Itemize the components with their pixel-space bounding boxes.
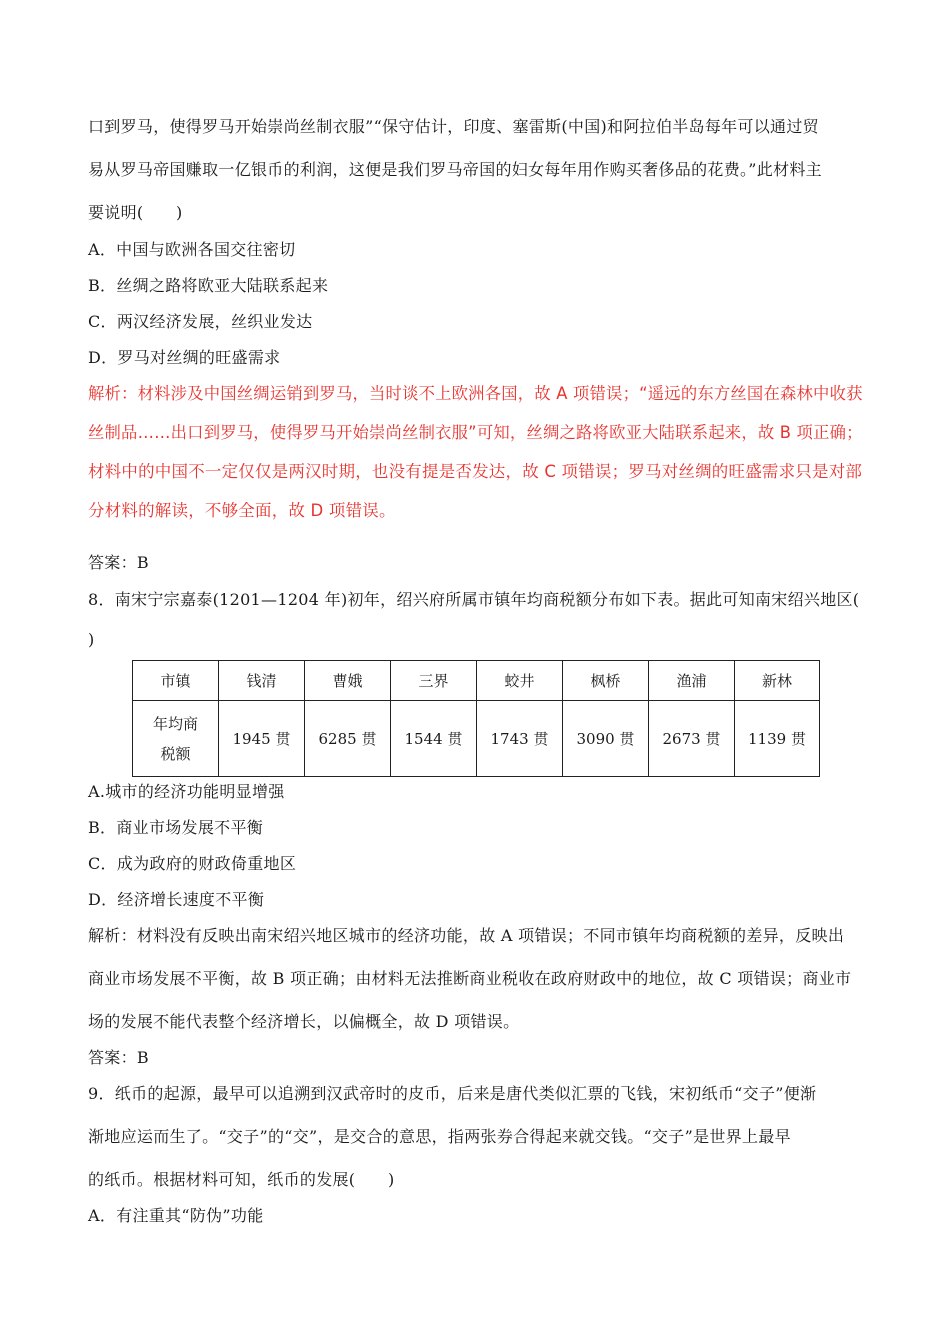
table-header-cell: 新林: [735, 661, 820, 701]
table-header-cell: 市镇: [133, 661, 219, 701]
row-label-line-2: 税额: [160, 744, 191, 763]
q7-option-a: A．中国与欧洲各国交往密切: [88, 240, 296, 259]
table-header-cell: 蛟井: [477, 661, 563, 701]
q7-analysis-line-2: 丝制品……出口到罗马，使得罗马开始崇尚丝制衣服”可知，丝绸之路将欧亚大陆联系起来，故 B 项正确；: [88, 423, 863, 442]
table-header-cell: 渔浦: [649, 661, 735, 701]
q8-analysis-line-2: 商业市场发展不平衡，故 B 项正确；由材料无法推断商业税收在政府财政中的地位，故 C 项错误；商业市: [88, 969, 852, 988]
table-header-cell: 钱清: [219, 661, 305, 701]
q8-answer: 答案：B: [88, 1048, 149, 1067]
q7-analysis-line-1: 解析：材料涉及中国丝绸运销到罗马，当时谈不上欧洲各国，故 A 项错误；“遥远的东方丝国在森林中收获: [88, 384, 863, 403]
q7-analysis-line-4: 分材料的解读，不够全面，故 D 项错误。: [88, 501, 396, 520]
q8-analysis-line-1: 解析：材料没有反映出南宋绍兴地区城市的经济功能，故 A 项错误；不同市镇年均商税额的差异，反映出: [88, 926, 845, 945]
table-header-row: [133, 661, 820, 701]
q9-option-a: A．有注重其“防伪”功能: [88, 1206, 264, 1225]
q9-stem-line-1: 9．纸币的起源，最早可以追溯到汉武帝时的皮币，后来是唐代类似汇票的飞钱，宋初纸币“交子”便渐: [88, 1084, 817, 1103]
table-cell: 1544 贯: [391, 701, 477, 777]
q8-stem-line-2: ): [88, 630, 95, 649]
q7-stem-line-1: 口到罗马，使得罗马开始崇尚丝制衣服”“保守估计，印度、塞雷斯(中国)和阿拉伯半岛每年可以通过贸: [88, 117, 819, 136]
q8-analysis-line-3: 场的发展不能代表整个经济增长，以偏概全，故 D 项错误。: [88, 1012, 520, 1031]
table-header-cell: 曹娥: [305, 661, 391, 701]
table-header-cell: 枫桥: [563, 661, 649, 701]
table-header-cell: 三界: [391, 661, 477, 701]
q8-option-c: C．成为政府的财政倚重地区: [88, 854, 297, 873]
q7-option-b: B．丝绸之路将欧亚大陆联系起来: [88, 276, 329, 295]
tax-table: [132, 660, 820, 777]
q9-stem-line-3: 的纸币。根据材料可知，纸币的发展( ): [88, 1170, 395, 1189]
table-cell: 6285 贯: [305, 701, 391, 777]
q8-option-a: A.城市的经济功能明显增强: [88, 782, 285, 801]
q7-option-c: C．两汉经济发展，丝织业发达: [88, 312, 313, 331]
table-cell: 1743 贯: [477, 701, 563, 777]
q8-stem-line-1: 8．南宋宁宗嘉泰(1201—1204 年)初年，绍兴府所属市镇年均商税额分布如下表。据此可知南宋绍兴地区(: [88, 590, 860, 609]
row-label-line-1: 年均商: [152, 714, 198, 733]
q7-answer: 答案：B: [88, 553, 149, 572]
table-cell: 1945 贯: [219, 701, 305, 777]
table-row-label: [133, 701, 219, 777]
q7-option-d: D．罗马对丝绸的旺盛需求: [88, 348, 281, 367]
table-cell: 2673 贯: [649, 701, 735, 777]
q8-option-d: D．经济增长速度不平衡: [88, 890, 265, 909]
table-row: [133, 701, 820, 777]
q7-stem-line-2: 易从罗马帝国赚取一亿银币的利润，这便是我们罗马帝国的妇女每年用作购买奢侈品的花费。”此材料主: [88, 160, 822, 179]
q7-analysis-line-3: 材料中的中国不一定仅仅是两汉时期，也没有提是否发达，故 C 项错误；罗马对丝绸的旺盛需求只是对部: [88, 462, 863, 481]
q9-stem-line-2: 渐地应运而生了。“交子”的“交”，是交合的意思，指两张券合得起来就交钱。“交子”是世界上最早: [88, 1127, 791, 1146]
table-cell: 1139 贯: [735, 701, 820, 777]
q7-stem-line-3: 要说明( ): [88, 203, 183, 222]
q8-option-b: B．商业市场发展不平衡: [88, 818, 264, 837]
table-cell: 3090 贯: [563, 701, 649, 777]
